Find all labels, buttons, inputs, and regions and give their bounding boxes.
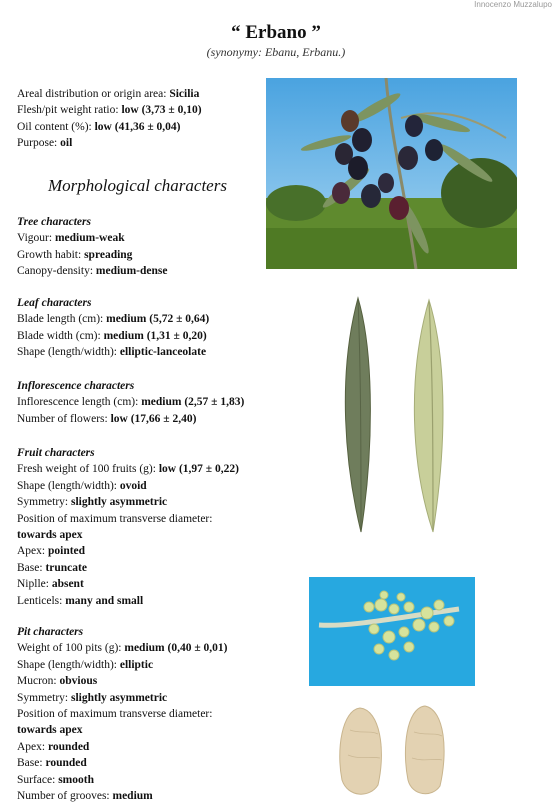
row-label: Apex: (17, 740, 48, 753)
section-heading: Pit characters (17, 626, 84, 638)
section-heading: Tree characters (17, 216, 91, 228)
pit-photo (330, 700, 460, 800)
row-label: Oil content (%): (17, 120, 95, 133)
row-label: Niplle: (17, 578, 52, 591)
general-info (17, 86, 267, 152)
row-value: spreading (84, 248, 133, 261)
row-value: medium-dense (95, 265, 168, 278)
row-value: Sicilia (169, 88, 200, 100)
section-heading: Leaf characters (17, 297, 92, 309)
row-label: Number of grooves: (17, 790, 113, 803)
row-value: towards apex (17, 529, 83, 542)
leaf-photo (325, 296, 475, 534)
trait-row (17, 411, 267, 427)
section-heading: Inflorescence characters (17, 380, 135, 392)
tree-section (17, 214, 267, 280)
olive-branch-photo (266, 78, 517, 269)
trait-row (17, 772, 267, 788)
trait-row (17, 593, 267, 609)
row-label: Flesh/pit weight ratio: (17, 104, 122, 117)
row-value: medium (112, 790, 153, 803)
trait-row (17, 247, 267, 263)
row-label: Growth habit: (17, 248, 85, 261)
pit-section (17, 624, 267, 804)
row-value: medium (5,72 ± 0,64) (106, 313, 210, 326)
trait-row (17, 722, 267, 738)
row-label: Symmetry: (17, 691, 71, 704)
trait-row (17, 230, 267, 246)
trait-row (17, 394, 267, 410)
row-value: medium (2,57 ± 1,83) (141, 396, 245, 409)
trait-row (17, 739, 267, 755)
trait-row (17, 328, 267, 344)
row-value: oil (60, 137, 73, 150)
synonymy: (synonymy: Ebanu, Erbanu.) (206, 45, 346, 59)
row-value: slightly asymmetric (71, 691, 168, 704)
row-label: Lenticels: (17, 594, 66, 607)
row-value: pointed (47, 545, 86, 558)
row-label: Weight of 100 pits (g): (17, 642, 125, 655)
row-label: Areal distribution or origin area: (17, 88, 170, 100)
row-value: slightly asymmetric (71, 496, 168, 509)
leaf-section (17, 295, 267, 361)
row-value: rounded (47, 740, 90, 753)
row-label: Shape (length/width): (17, 479, 120, 492)
trait-row (17, 461, 267, 477)
fruit-section (17, 445, 267, 609)
row-value: ovoid (119, 479, 147, 492)
trait-row (17, 543, 267, 559)
trait-row (17, 690, 267, 706)
trait-row (17, 788, 267, 804)
row-label: Number of flowers: (17, 412, 111, 425)
row-label: Canopy-density: (17, 265, 96, 278)
general-row (17, 102, 267, 118)
row-value: elliptic (119, 658, 154, 671)
page-title: “ Erbano ” (231, 22, 321, 43)
row-value: medium (0,40 ± 0,01) (124, 642, 228, 655)
trait-row (17, 576, 267, 592)
row-value: low (3,73 ± 0,10) (121, 104, 202, 117)
row-label: Base: (17, 561, 46, 574)
row-value: low (1,97 ± 0,22) (158, 463, 239, 476)
row-value: towards apex (17, 724, 83, 737)
row-value: low (17,66 ± 2,40) (110, 412, 197, 425)
row-label: Apex: (17, 545, 48, 558)
row-label: Surface: (17, 773, 59, 786)
trait-row (17, 344, 267, 360)
morph-title: Morphological characters (48, 176, 227, 195)
trait-row (17, 478, 267, 494)
inflorescence-section (17, 378, 267, 427)
row-label: Blade width (cm): (17, 329, 104, 342)
row-label: Vigour: (17, 232, 55, 245)
row-value: truncate (45, 561, 87, 574)
row-value: medium-weak (54, 232, 125, 245)
trait-row (17, 494, 267, 510)
row-label: Position of maximum transverse diameter: (17, 708, 213, 721)
row-value: smooth (58, 773, 94, 786)
row-value: low (41,36 ± 0,04) (94, 120, 181, 133)
trait-row (17, 263, 267, 279)
trait-row (17, 673, 267, 689)
general-row (17, 119, 267, 135)
row-label: Blade length (cm): (17, 313, 107, 326)
row-label: Purpose: (17, 137, 61, 150)
row-label: Base: (17, 757, 46, 770)
trait-row (17, 657, 267, 673)
section-heading: Fruit characters (17, 447, 95, 459)
row-label: Inflorescence length (cm): (17, 396, 142, 409)
row-label: Shape (length/width): (17, 658, 120, 671)
row-label: Position of maximum transverse diameter: (17, 512, 213, 525)
row-label: Symmetry: (17, 496, 71, 509)
trait-row (17, 706, 267, 722)
trait-row (17, 511, 267, 527)
trait-row (17, 560, 267, 576)
trait-row (17, 755, 267, 771)
inflorescence-photo (309, 577, 475, 686)
row-value: rounded (45, 757, 87, 770)
trait-row (17, 311, 267, 327)
trait-row (17, 640, 267, 656)
general-row (17, 135, 267, 151)
row-value: many and small (65, 594, 144, 607)
row-value: elliptic-lanceolate (119, 346, 207, 359)
general-row (17, 86, 267, 102)
header-strip: Innocenzo Muzzalupo (474, 0, 552, 9)
row-value: medium (1,31 ± 0,20) (103, 329, 207, 342)
row-label: Fresh weight of 100 fruits (g): (17, 463, 159, 476)
trait-row (17, 527, 267, 543)
row-value: obvious (59, 675, 98, 688)
row-value: absent (51, 578, 84, 591)
row-label: Shape (length/width): (17, 346, 120, 359)
row-label: Mucron: (17, 675, 60, 688)
